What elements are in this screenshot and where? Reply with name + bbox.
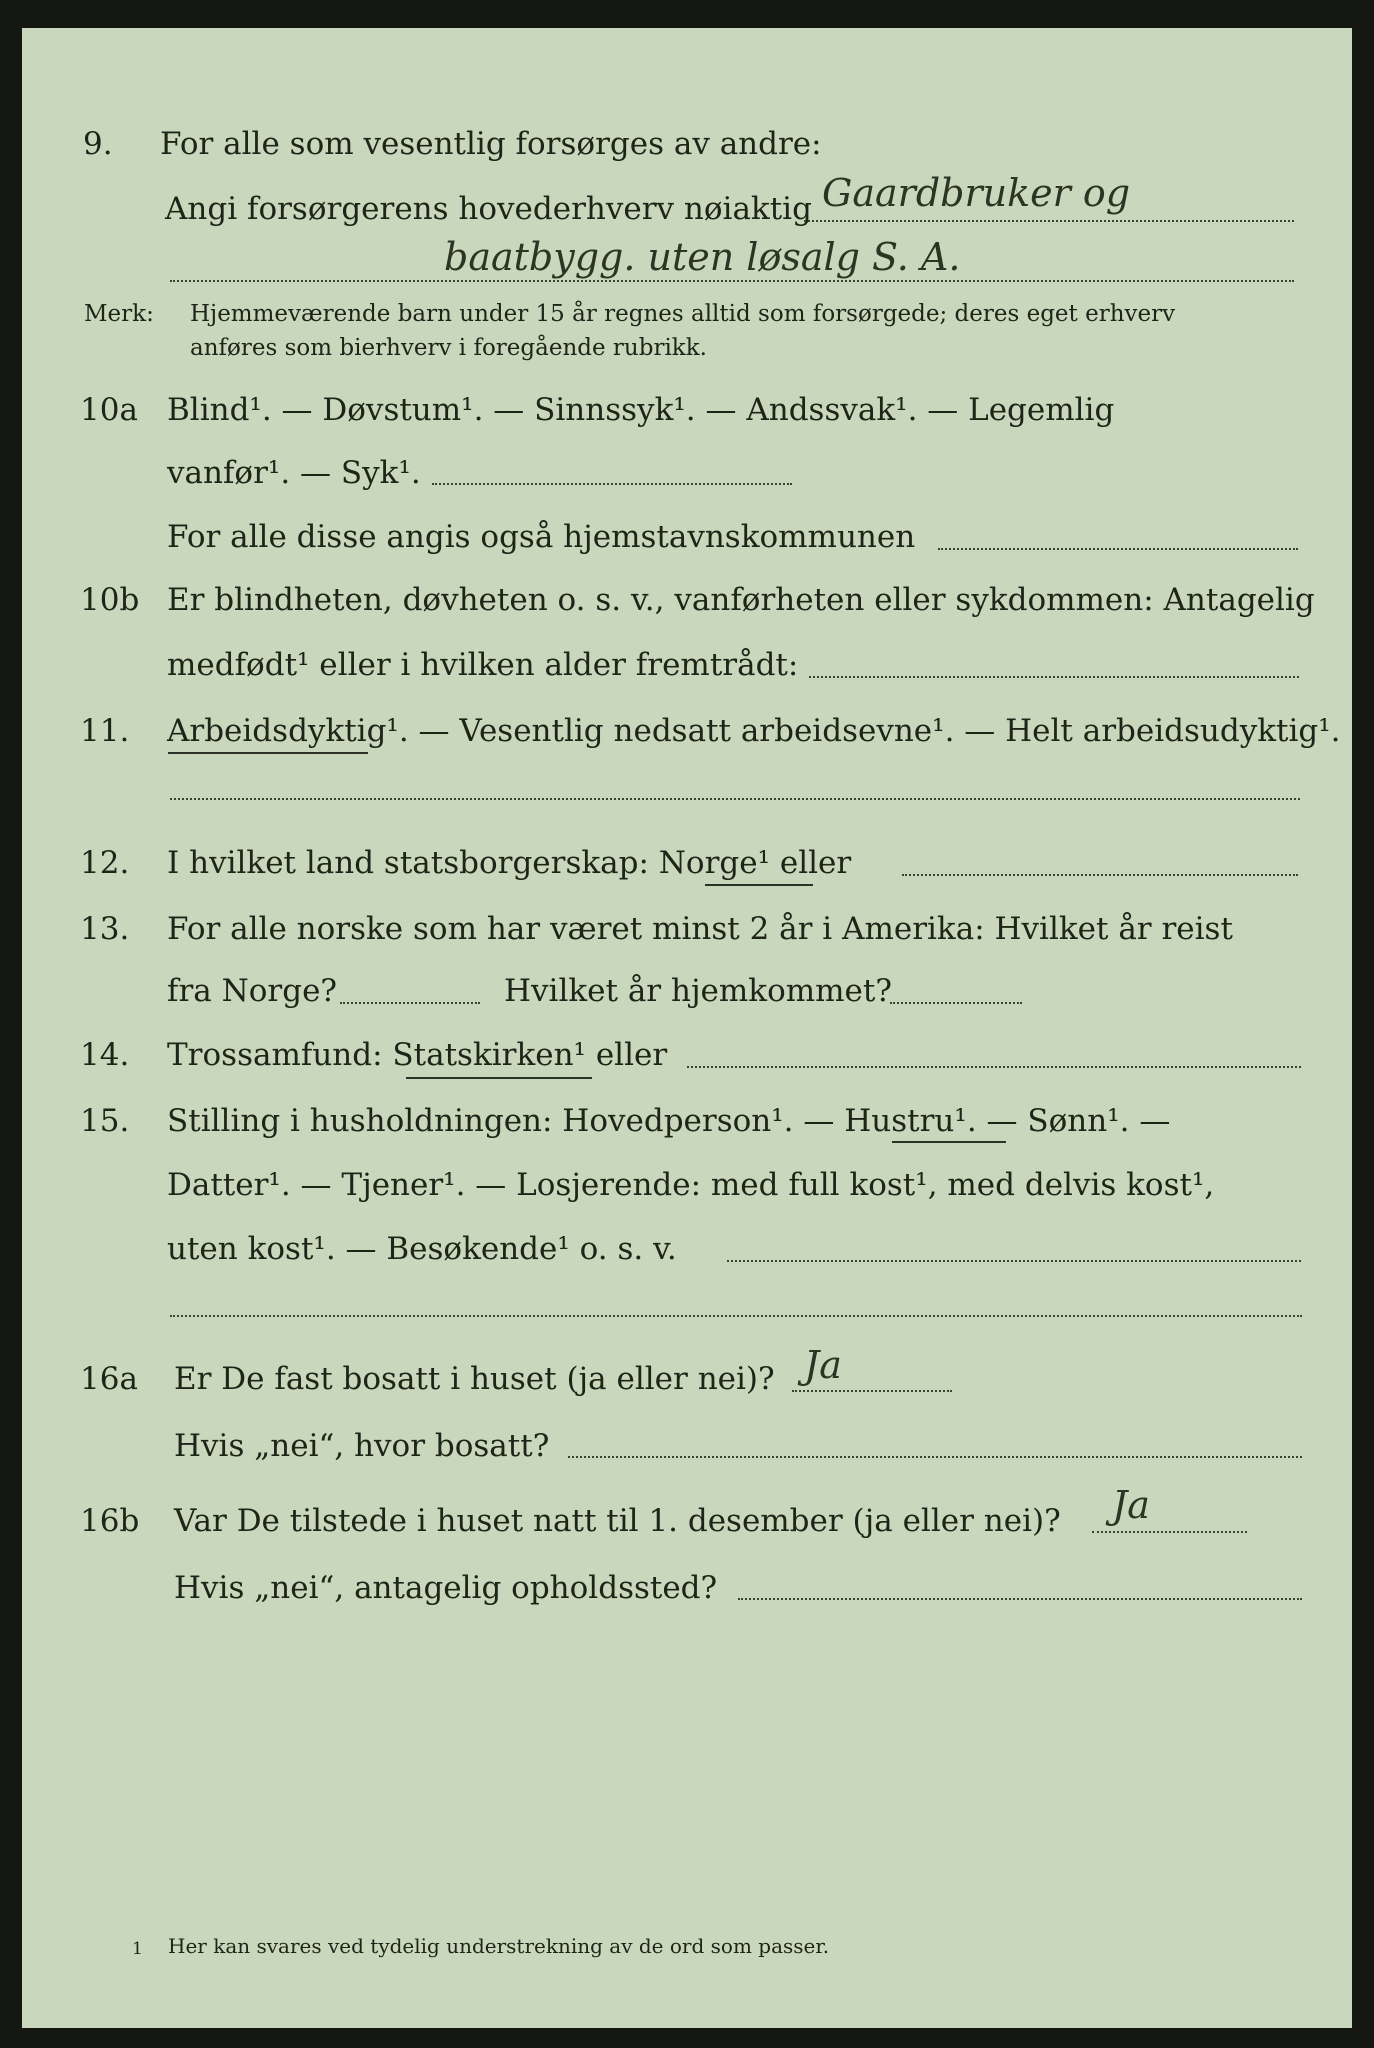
- q15-line1: Stilling i husholdningen: Hovedperson¹. — Hustru¹. — Sønn¹. —: [167, 1103, 1171, 1139]
- q13-number: 13.: [80, 911, 130, 947]
- q12-underline-norge: [705, 884, 813, 886]
- q16b-line2: Hvis „nei“, antagelig opholdssted?: [174, 1570, 718, 1606]
- q16a-answer-line: [792, 1390, 952, 1392]
- q16b-whereabouts-line: [738, 1598, 1302, 1600]
- q16a-line1: Er De fast bosatt i huset (ja eller nei)?: [174, 1361, 775, 1397]
- q10a-line2: vanfør¹. — Syk¹.: [167, 455, 421, 491]
- q16b-answer-line: [1092, 1531, 1247, 1533]
- note-line1: Hjemmeværende barn under 15 år regnes alltid som forsørgede; deres eget erhverv: [190, 301, 1176, 327]
- q10a-home-municipality-line: [938, 548, 1298, 550]
- q10a-line1: Blind¹. — Døvstum¹. — Sinnssyk¹. — Andssvak¹. — Legemlig: [167, 392, 1115, 428]
- q10b-line1: Er blindheten, døvheten o. s. v., vanførheten eller sykdommen: Antagelig: [167, 582, 1315, 618]
- q9-handwritten-answer1: Gaardbruker og: [822, 171, 1131, 215]
- census-form-page: [22, 28, 1352, 2028]
- q10b-answer-line: [809, 676, 1299, 678]
- q13-departure-year-line: [340, 1002, 480, 1004]
- q11-line1: Arbeidsdyktig¹. — Vesentlig nedsatt arbeidsevne¹. — Helt arbeidsudyktig¹.: [167, 713, 1341, 749]
- q10a-line3: For alle disse angis også hjemstavnskommunen: [167, 519, 916, 555]
- q12-line1: I hvilket land statsborgerskap: Norge¹ eller: [167, 845, 852, 881]
- q16a-residence-line: [568, 1456, 1302, 1458]
- q9-answer-line1: [804, 220, 1294, 222]
- q11-number: 11.: [80, 713, 130, 749]
- q16b-handwritten-answer: Ja: [1112, 1483, 1150, 1527]
- q15-answer-line: [727, 1260, 1301, 1262]
- q9-line2: Angi forsørgerens hovederhverv nøiaktig: [165, 191, 812, 227]
- q10b-number: 10b: [80, 582, 140, 618]
- q9-line1: For alle som vesentlig forsørges av andre:: [160, 126, 822, 162]
- q16b-number: 16b: [80, 1503, 140, 1539]
- q16a-number: 16a: [80, 1361, 138, 1397]
- footnote-text: Her kan svares ved tydelig understrekning av de ord som passer.: [168, 1934, 830, 1958]
- note-line2: anføres som bierhverv i foregående rubrikk.: [190, 335, 707, 361]
- q13-line2b: Hvilket år hjemkommet?: [504, 973, 892, 1009]
- q9-handwritten-answer2: baatbygg. uten løsalg S. A.: [444, 235, 961, 279]
- q14-line1: Trossamfund: Statskirken¹ eller: [167, 1037, 668, 1073]
- q16a-handwritten-answer: Ja: [804, 1343, 842, 1387]
- q10a-answer-line: [432, 483, 792, 485]
- q15-line3: uten kost¹. — Besøkende¹ o. s. v.: [167, 1231, 677, 1267]
- q15-number: 15.: [80, 1103, 130, 1139]
- q15-extra-line: [170, 1315, 1302, 1317]
- q14-number: 14.: [80, 1037, 130, 1073]
- q16a-line2: Hvis „nei“, hvor bosatt?: [174, 1428, 550, 1464]
- q10a-number: 10a: [80, 392, 138, 428]
- q13-return-year-line: [890, 1002, 1022, 1004]
- q11-answer-line: [170, 798, 1300, 800]
- q11-underline-arbeidsdyktig: [168, 752, 368, 754]
- q12-answer-line: [902, 874, 1298, 876]
- q15-line2: Datter¹. — Tjener¹. — Losjerende: med full kost¹, med delvis kost¹,: [167, 1167, 1215, 1203]
- note-label: Merk:: [84, 301, 154, 327]
- q12-number: 12.: [80, 845, 130, 881]
- q15-underline-hustru: [892, 1141, 1006, 1143]
- footnote-mark: 1: [132, 1939, 143, 1959]
- q14-answer-line: [687, 1066, 1301, 1068]
- q14-underline-statskirken: [406, 1077, 592, 1079]
- q9-answer-line2: [170, 280, 1294, 282]
- q13-line2a: fra Norge?: [167, 973, 338, 1009]
- q9-number: 9.: [83, 126, 113, 162]
- q13-line1: For alle norske som har været minst 2 år i Amerika: Hvilket år reist: [167, 911, 1233, 947]
- q10b-line2: medfødt¹ eller i hvilken alder fremtrådt:: [167, 647, 799, 683]
- q16b-line1: Var De tilstede i huset natt til 1. desember (ja eller nei)?: [174, 1503, 1061, 1539]
